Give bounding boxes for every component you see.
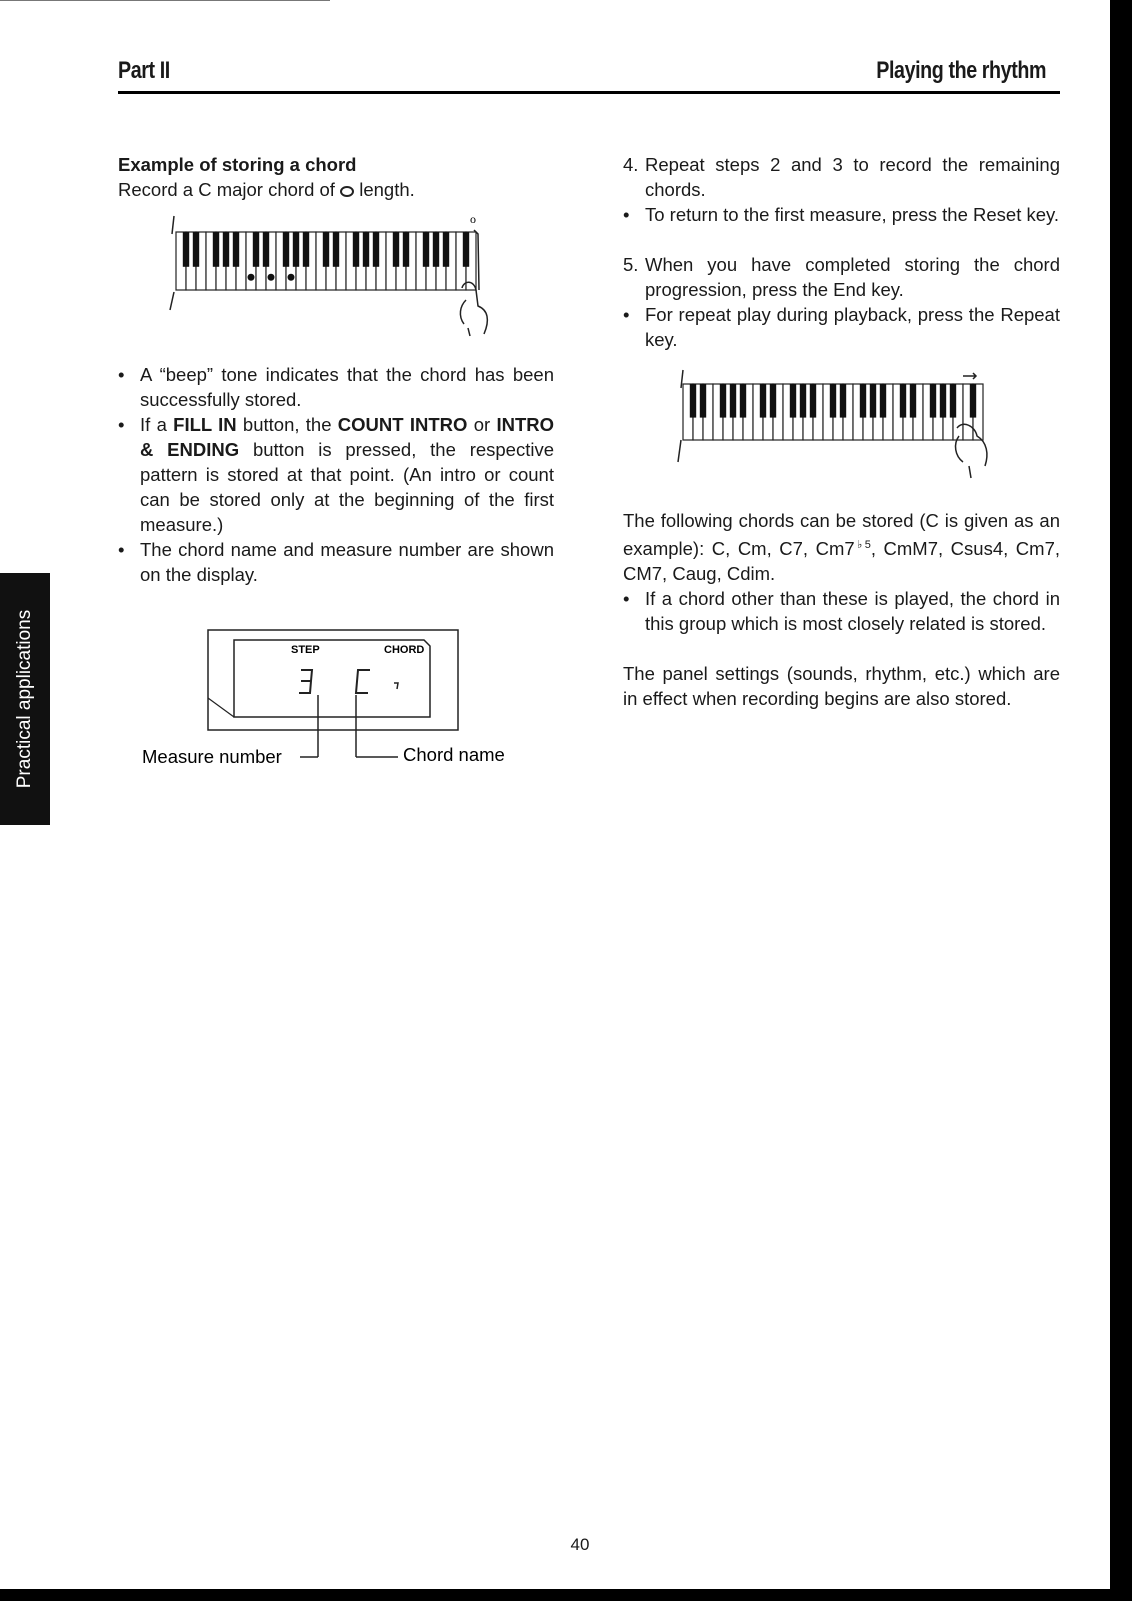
- black-key: [463, 232, 469, 267]
- scan-edge-line: [0, 0, 330, 1]
- pressed-key-dot: [248, 274, 255, 281]
- black-key: [293, 232, 299, 267]
- keyboard-keys: [683, 384, 983, 440]
- black-key: [950, 384, 956, 418]
- right-column: [623, 152, 1060, 711]
- pressed-key-dot: [268, 274, 275, 281]
- black-key: [363, 232, 369, 267]
- black-key: [700, 384, 706, 418]
- keyboard-keys: [176, 232, 476, 290]
- bullet-closest-chord: • If a chord other than these is played, the chord in this group which is most closely related is stored.: [623, 586, 1060, 636]
- display-chord-label: CHORD: [384, 644, 425, 656]
- black-key: [433, 232, 439, 267]
- black-key: [740, 384, 746, 418]
- header-rule: [118, 91, 1060, 94]
- black-key: [900, 384, 906, 418]
- black-key: [323, 232, 329, 267]
- pressed-key-dot: [288, 274, 295, 281]
- black-key: [690, 384, 696, 418]
- black-key: [353, 232, 359, 267]
- black-key: [830, 384, 836, 418]
- bullet-reset: • To return to the first measure, press the Reset key.: [623, 202, 1060, 227]
- black-key: [810, 384, 816, 418]
- chords-list: The following chords can be stored (C is given as an example): C, Cm, C7, $Cm7^{♭5}$, CmM7, Csus4, Cm7, CM7, Caug, Cdim.: [623, 510, 1061, 585]
- header-part: Part II: [118, 57, 170, 84]
- black-key: [223, 232, 229, 267]
- page-number: 40: [570, 1535, 590, 1554]
- black-key: [193, 232, 199, 267]
- measure-number-label: Measure number: [142, 746, 282, 767]
- scan-border-bottom: [0, 1589, 1132, 1601]
- black-key: [860, 384, 866, 418]
- black-key: [233, 232, 239, 267]
- black-key: [443, 232, 449, 267]
- header-title: Playing the rhythm: [876, 57, 1046, 84]
- chord-name-label: Chord name: [403, 744, 505, 765]
- keyboard-illustration-2: [673, 366, 1053, 486]
- black-key: [800, 384, 806, 418]
- black-key: [720, 384, 726, 418]
- segment-digit-3: [299, 670, 312, 693]
- black-key: [423, 232, 429, 267]
- end-mark-icon: [963, 373, 976, 379]
- black-key: [880, 384, 886, 418]
- segment-char-c: [356, 670, 370, 693]
- display-step-label: STEP: [291, 644, 320, 656]
- black-key: [373, 232, 379, 267]
- black-key: [870, 384, 876, 418]
- black-key: [263, 232, 269, 267]
- bullet-fill-in: • If a FILL IN button, the COUNT INTRO or INTRO & ENDING button is pressed, the respective pattern is stored at that point. (An intro or count can be stored only at the beginning of the first measure.): [118, 412, 554, 537]
- display-illustration: [118, 625, 558, 795]
- bullet-display: • The chord name and measure number are shown on the display.: [118, 537, 554, 587]
- section-heading: Example of storing a chord: [118, 154, 357, 175]
- whole-note-icon: [340, 186, 354, 197]
- segment-chord-suffix: [394, 683, 398, 689]
- step-4: 4. Repeat steps 2 and 3 to record the remaining chords.: [623, 154, 1060, 200]
- black-key: [183, 232, 189, 267]
- left-column: [118, 152, 554, 795]
- black-key: [403, 232, 409, 267]
- keyboard-illustration-1: [166, 210, 546, 342]
- black-key: [760, 384, 766, 418]
- black-key: [283, 232, 289, 267]
- black-key: [790, 384, 796, 418]
- black-key: [940, 384, 946, 418]
- scan-border-right: [1110, 0, 1132, 1601]
- black-key: [303, 232, 309, 267]
- panel-settings-text: The panel settings (sounds, rhythm, etc.) which are in effect when recording begins are also stored.: [623, 663, 1060, 710]
- intro-text: Record a C major chord of length.: [118, 179, 415, 200]
- black-key: [840, 384, 846, 418]
- black-key: [910, 384, 916, 418]
- side-tab: [0, 573, 50, 825]
- side-tab-label: Practical applications: [14, 609, 35, 789]
- black-key: [213, 232, 219, 267]
- black-key: [770, 384, 776, 418]
- bullet-beep: • A “beep” tone indicates that the chord has been successfully stored.: [118, 362, 554, 412]
- step-5: 5. When you have completed storing the chord progression, press the End key.: [623, 254, 1060, 300]
- black-key: [253, 232, 259, 267]
- black-key: [970, 384, 976, 418]
- whole-note-mark: o: [470, 212, 476, 226]
- bullet-repeat: • For repeat play during playback, press the Repeat key.: [623, 302, 1060, 352]
- black-key: [333, 232, 339, 267]
- black-key: [730, 384, 736, 418]
- black-key: [393, 232, 399, 267]
- black-key: [930, 384, 936, 418]
